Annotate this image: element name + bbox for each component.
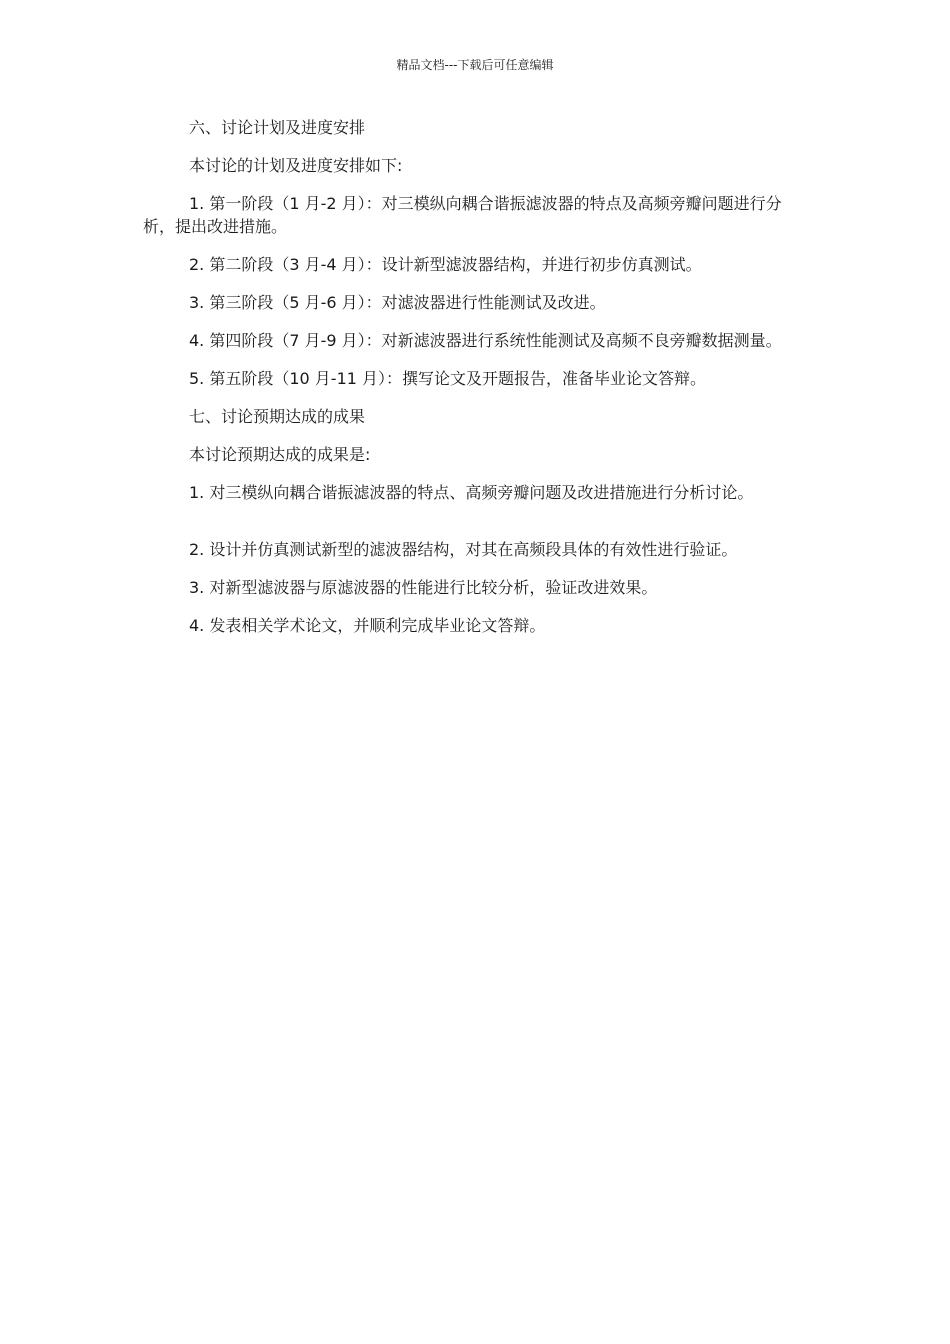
page-header: 精品文档---下载后可任意编辑 <box>396 58 554 72</box>
document-body <box>143 116 807 652</box>
list-item: 1. 对三模纵向耦合谐振滤波器的特点、高频旁瓣问题及改进措施进行分析讨论。 <box>189 483 754 502</box>
list-item: 5. 第五阶段（10 月-11 月）：撰写论文及开题报告，准备毕业论文答辩。 <box>189 369 707 388</box>
list-item: 4. 发表相关学术论文，并顺利完成毕业论文答辩。 <box>189 616 546 635</box>
section-heading: 七、讨论预期达成的成果 <box>189 407 366 426</box>
list-item: 4. 第四阶段（7 月-9 月）：对新滤波器进行系统性能测试及高频不良旁瓣数据测量。 <box>189 331 782 350</box>
section-heading: 六、讨论计划及进度安排 <box>189 118 366 137</box>
list-item: 3. 对新型滤波器与原滤波器的性能进行比较分析，验证改进效果。 <box>189 578 658 597</box>
list-item: 3. 第三阶段（5 月-6 月）：对滤波器进行性能测试及改进。 <box>189 293 606 312</box>
list-item: 2. 第二阶段（3 月-4 月）：设计新型滤波器结构，并进行初步仿真测试。 <box>189 255 702 274</box>
section-intro: 本讨论的计划及进度安排如下: <box>189 156 403 175</box>
list-item: 2. 设计并仿真测试新型的滤波器结构，对其在高频段具体的有效性进行验证。 <box>189 540 738 559</box>
list-item: 1. 第一阶段（1 月-2 月）：对三模纵向耦合谐振滤波器的特点及高频旁瓣问题进行分析，提出改进措施。 <box>143 194 782 236</box>
section-intro: 本讨论预期达成的成果是: <box>189 445 371 464</box>
